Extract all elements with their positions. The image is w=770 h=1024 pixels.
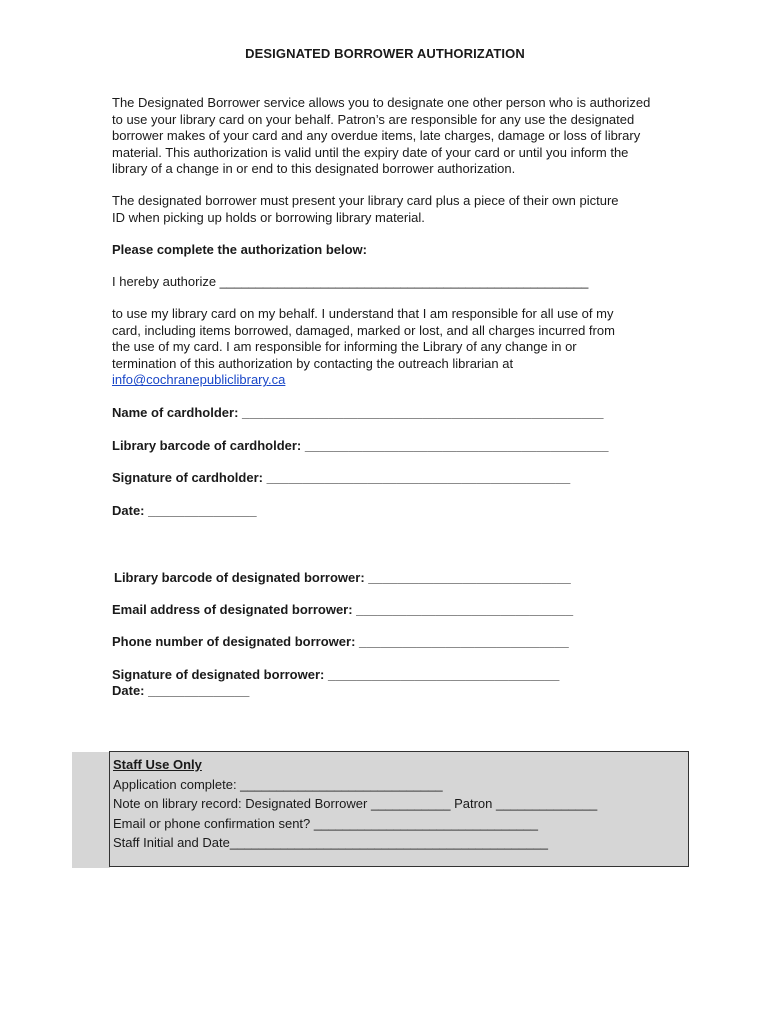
staff-confirmation-sent[interactable]: Email or phone confirmation sent? _______________________________ bbox=[113, 815, 539, 831]
cardholder-name-field[interactable]: Name of cardholder: __________________________________________________ bbox=[112, 405, 604, 420]
intro-line: The Designated Borrower service allows you to designate one other person who is authorized bbox=[112, 95, 651, 110]
intro-line: library of a change in or end to this designated borrower authorization. bbox=[112, 161, 516, 177]
responsibility-paragraph bbox=[112, 306, 702, 389]
id-requirement-paragraph bbox=[112, 193, 702, 226]
staff-use-box bbox=[109, 751, 689, 867]
id-line: The designated borrower must present your library card plus a piece of their own picture bbox=[112, 193, 619, 208]
complete-heading: Please complete the authorization below: bbox=[112, 242, 367, 257]
cardholder-date-field[interactable]: Date: _______________ bbox=[112, 503, 257, 518]
responsibility-line: to use my library card on my behalf. I understand that I am responsible for all use of my bbox=[112, 306, 614, 321]
intro-line: borrower makes of your card and any overdue items, late charges, damage or loss of library bbox=[112, 128, 641, 144]
cardholder-barcode-field[interactable]: Library barcode of cardholder: __________________________________________ bbox=[112, 438, 609, 453]
responsibility-line: card, including items borrowed, damaged, marked or lost, and all charges incurred from bbox=[112, 322, 615, 338]
borrower-phone-field[interactable]: Phone number of designated borrower: _____________________________ bbox=[112, 634, 569, 649]
responsibility-line: the use of my card. I am responsible for informing the Library of any change in or bbox=[112, 339, 577, 355]
page-title: DESIGNATED BORROWER AUTHORIZATION bbox=[245, 46, 525, 61]
staff-box-margin-shade bbox=[72, 752, 110, 868]
staff-application-complete[interactable]: Application complete: ____________________________ bbox=[113, 776, 443, 792]
intro-line: material. This authorization is valid until the expiry date of your card or until you inform the bbox=[112, 144, 629, 160]
borrower-barcode-field[interactable]: Library barcode of designated borrower: ____________________________ bbox=[114, 570, 571, 585]
intro-paragraph bbox=[112, 95, 702, 178]
staff-initial-date[interactable]: Staff Initial and Date____________________________________________ bbox=[113, 835, 548, 850]
contact-email-link[interactable]: info@cochranepubliclibrary.ca bbox=[112, 372, 286, 388]
borrower-date-field[interactable]: Date: ______________ bbox=[112, 683, 250, 698]
authorize-field[interactable]: I hereby authorize ___________________________________________________ bbox=[112, 274, 589, 289]
responsibility-line: termination of this authorization by contacting the outreach librarian at bbox=[112, 355, 514, 371]
staff-library-record-note[interactable]: Note on library record: Designated Borrower ___________ Patron ______________ bbox=[113, 796, 598, 811]
id-line: ID when picking up holds or borrowing library material. bbox=[112, 209, 425, 225]
borrower-email-field[interactable]: Email address of designated borrower: ______________________________ bbox=[112, 602, 574, 617]
cardholder-signature-field[interactable]: Signature of cardholder: __________________________________________ bbox=[112, 470, 571, 485]
staff-use-title: Staff Use Only bbox=[113, 757, 202, 772]
intro-line: to use your library card on your behalf. Patron’s are responsible for any use the designated bbox=[112, 111, 635, 127]
borrower-signature-field[interactable]: Signature of designated borrower: ________________________________ bbox=[112, 667, 560, 682]
